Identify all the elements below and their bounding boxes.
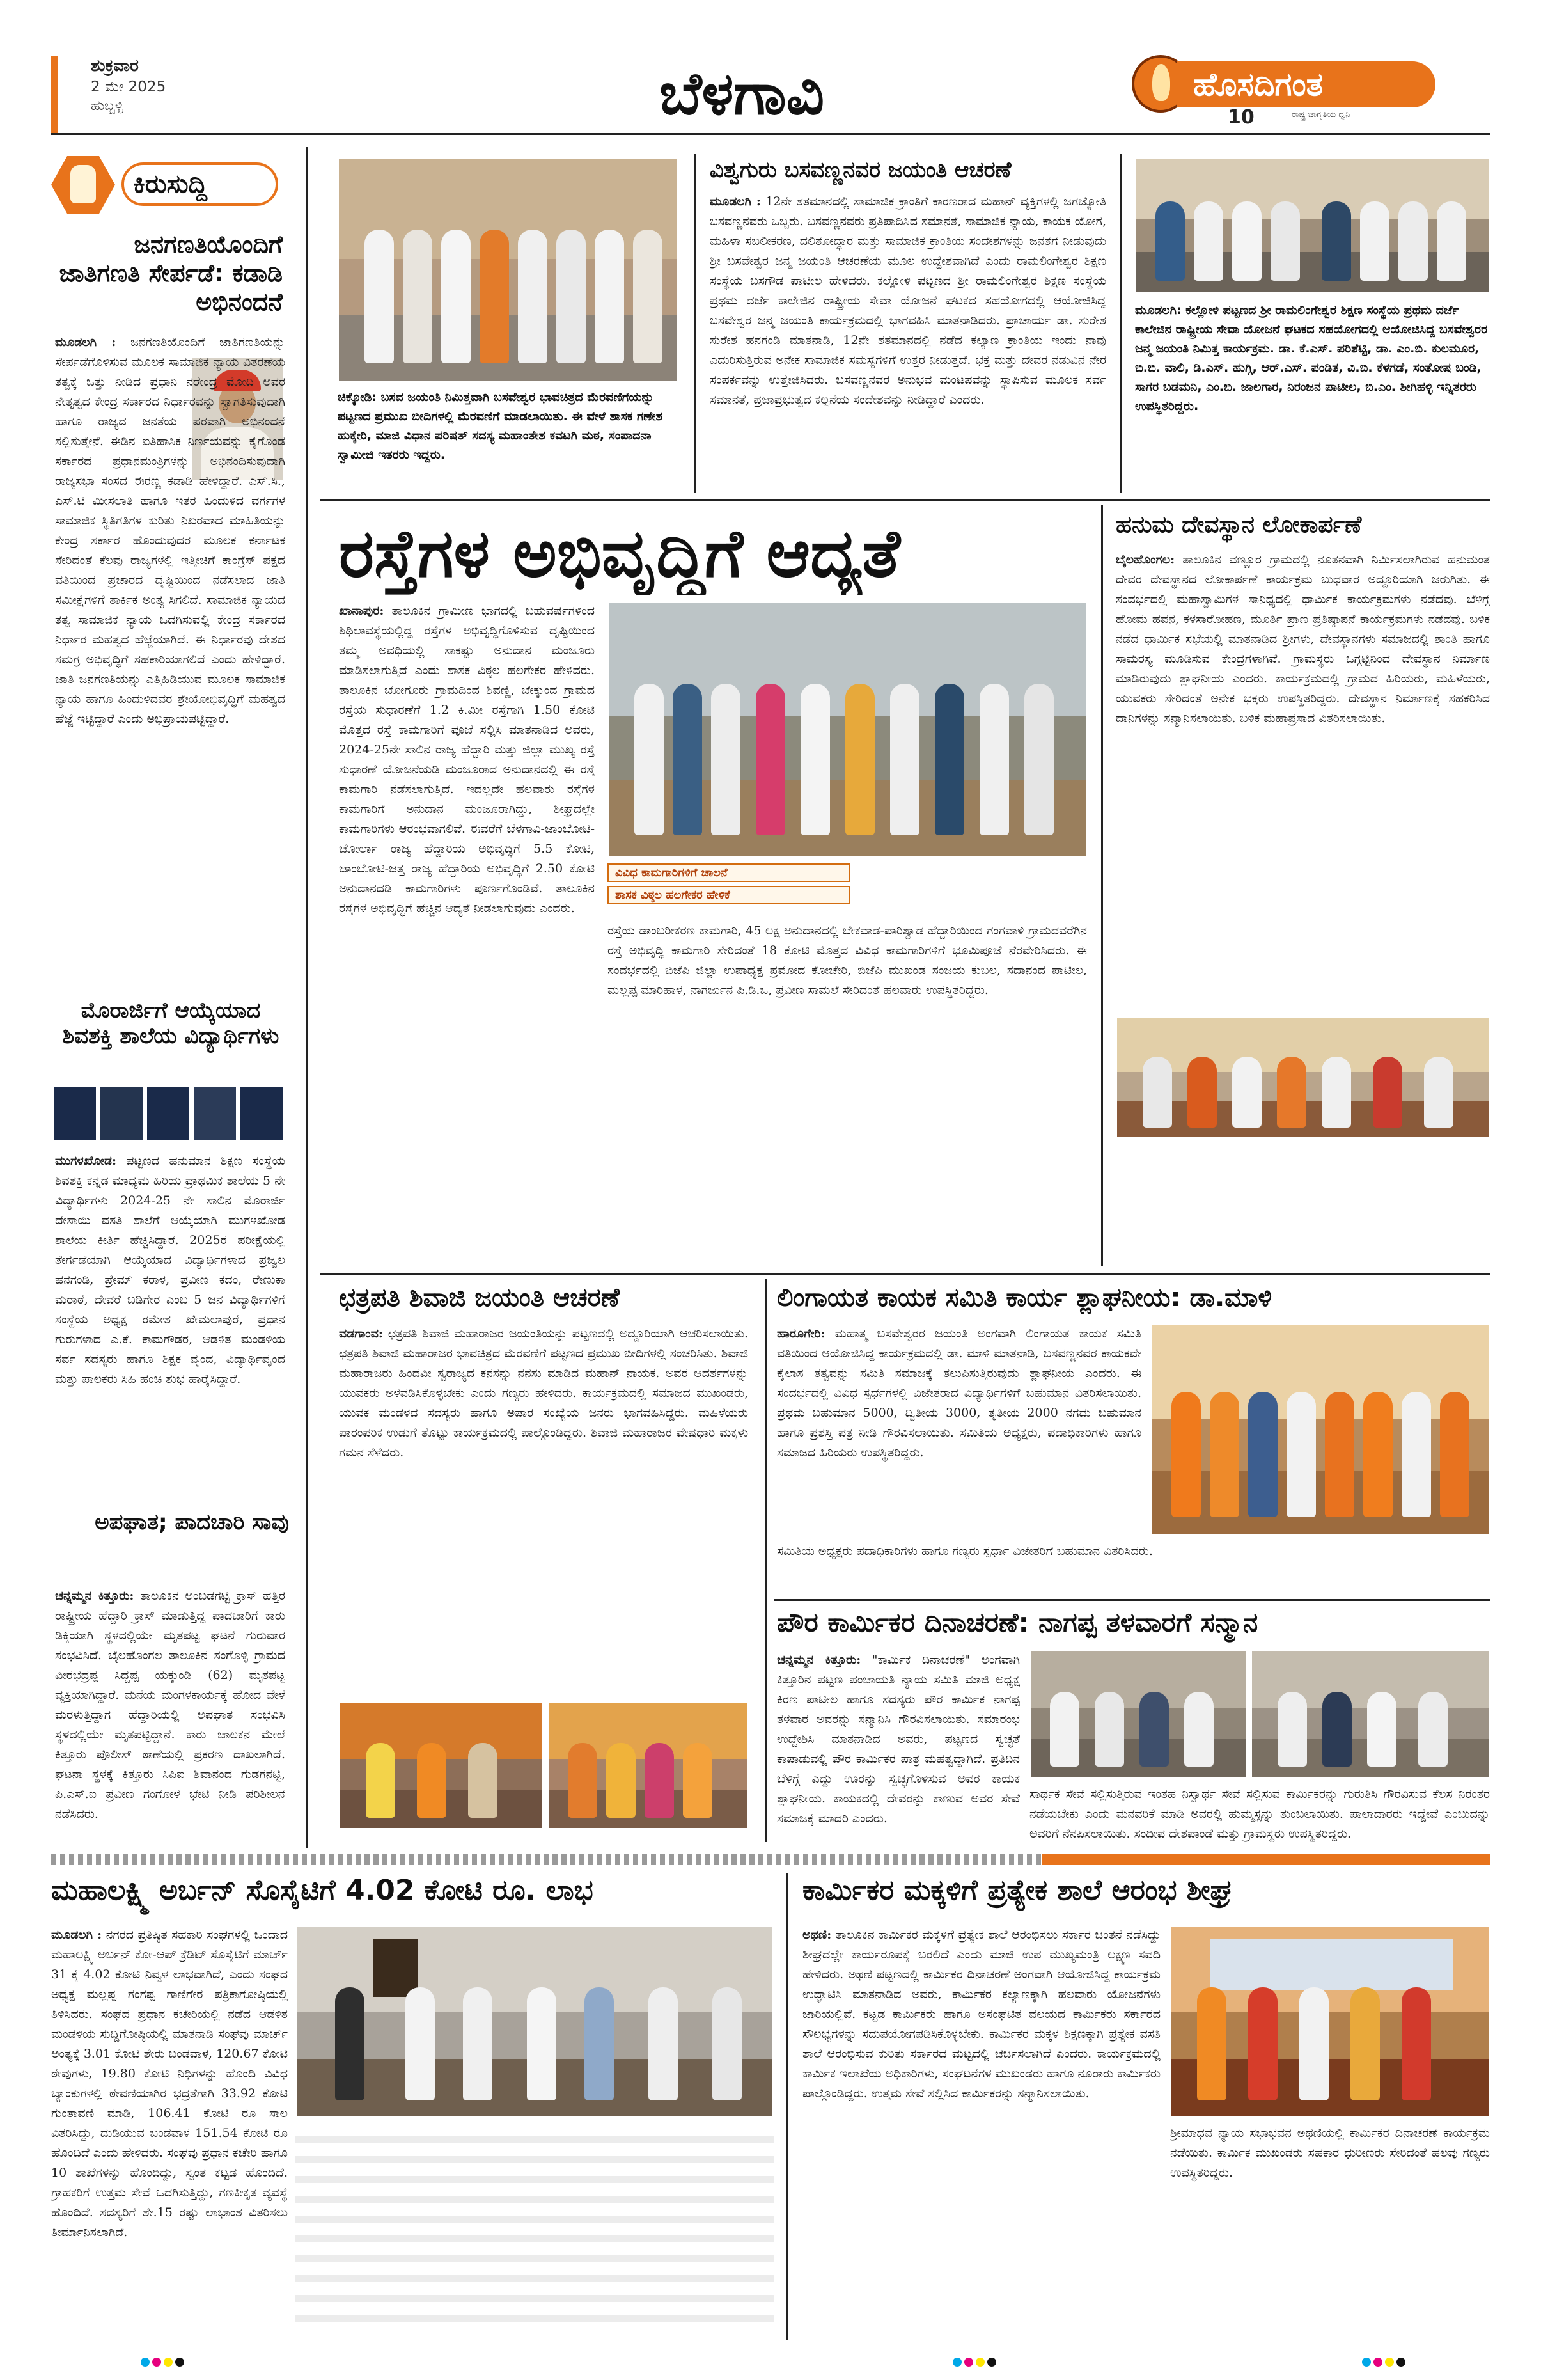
masthead-city: ಹುಬ್ಬಳ್ಳಿ [91, 98, 123, 113]
school-caption: ಶ್ರೀಮಾಧವ ನ್ಯಾಯ ಸಭಾಭವನ ಅಥಣಿಯಲ್ಲಿ ಕಾರ್ಮಿಕರ ದಿನಾಚರಣೆ ಕಾರ್ಯಕ್ರಮ ನಡೆಯಿತು. ಕಾರ್ಮಿಕ ಮುಖಂಡರು ಸಹಕಾರ ಧುರೀಣರು ಸೇರಿದಂತೆ ಹಲವು ಗಣ್ಯರು ಉಪಸ್ಥಿತರಿದ್ದರು. [1170, 2126, 1490, 2180]
mahalakshmi-dateline: ಮೂಡಲಗಿ : [51, 1928, 102, 1942]
basava-dateline: ಮೂಡಲಗಿ : [710, 194, 761, 209]
roads-dateline: ಖಾನಾಪುರ: [339, 604, 384, 618]
lingayat-photo [1151, 1324, 1490, 1535]
chikodi-photo [338, 157, 678, 382]
brief-3-dateline: ಚನ್ನಮ್ಮನ ಕಿತ್ತೂರು: [55, 1589, 134, 1603]
shivaji-body [339, 1324, 748, 1695]
school-body [802, 1925, 1161, 2335]
brief-2-photos [54, 1087, 284, 1140]
shivaji-dateline: ವಡಗಾಂವ: [339, 1327, 383, 1341]
basava-body [710, 192, 1106, 493]
lingayat-text: ಮಹಾತ್ಮ ಬಸವೇಶ್ವರರ ಜಯಂತಿ ಅಂಗವಾಗಿ ಲಿಂಗಾಯತ ಕಾಯಕ ಸಮಿತಿ ವತಿಯಿಂದ ಆಯೋಜಿಸಿದ್ದ ಕಾರ್ಯಕ್ರಮದಲ್ಲಿ ಡಾ. ಮಾಳಿ ಮಾತನಾಡಿ, ಬಸವಣ್ಣನವರ ಕಾಯಕವೇ ಕೈಲಾಸ ತತ್ವವನ್ನು ಸಮಿತಿ ಸಮಾಜಕ್ಕೆ ತಲುಪಿಸುತ್ತಿರುವುದು ಶ್ಲಾಘನೀಯ ಎಂದರು. ಈ ಸಂದರ್ಭದಲ್ಲಿ ವಿವಿಧ ಸ್ಪರ್ಧೆಗಳಲ್ಲಿ ವಿಜೇತರಾದ ವಿದ್ಯಾರ್ಥಿಗಳಿಗೆ ಬಹುಮಾನ ವಿತರಿಸಲಾಯಿತು. ಪ್ರಥಮ ಬಹುಮಾನ 5000, ದ್ವಿತೀಯ 3000, ತೃತೀಯ 2000 ನಗದು ಬಹುಮಾನ ಹಾಗೂ ಪ್ರಶಸ್ತಿ ಪತ್ರ ನೀಡಿ ಗೌರವಿಸಲಾಯಿತು. ಸಮಿತಿಯ ಅಧ್ಯಕ್ಷರು, ಪದಾಧಿಕಾರಿಗಳು ಹಾಗೂ ಸಮಾಜದ ಹಿರಿಯರು ಉಪಸ್ಥಿತರಿದ್ದರು. [777, 1327, 1141, 1460]
column-divider-lower [765, 1279, 767, 1842]
kirusuddi-header [51, 154, 288, 217]
school-photo [1170, 1925, 1490, 2117]
paura-caption: ಸಾರ್ಥಕ ಸೇವೆ ಸಲ್ಲಿಸುತ್ತಿರುವ ಇಂತಹ ನಿಸ್ವಾರ್ಥ ಸೇವೆ ಸಲ್ಲಿಸುವ ಕಾರ್ಮಿಕರನ್ನು ಗುರುತಿಸಿ ಗೌರವಿಸುವ ಕೆಲಸ ನಿರಂತರ ನಡೆಯಬೇಕು ಎಂದು ಮನವರಿಕೆ ಮಾಡಿ ಅವರಲ್ಲಿ ಹುಮ್ಮಸ್ಸನ್ನು ತುಂಬಲಾಯಿತು. ಪಾಲಾದಾರರು ಇದ್ದೇವೆ ಎಂಬುದನ್ನು ಅವರಿಗೆ ನೆನಪಿಸಲಾಯಿತು. ಸಂದೀಪ ದೇಶಪಾಂಡೆ ಮತ್ತು ಗ್ರಾಮಸ್ಥರು ಉಪಸ್ಥಿತರಿದ್ದರು. [1029, 1787, 1490, 1841]
registration-marks-center [953, 2357, 1010, 2370]
shivaji-text: ಛತ್ರಪತಿ ಶಿವಾಜಿ ಮಹಾರಾಜರ ಜಯಂತಿಯನ್ನು ಪಟ್ಟಣದಲ್ಲಿ ಅದ್ದೂರಿಯಾಗಿ ಆಚರಿಸಲಾಯಿತು. ಛತ್ರಪತಿ ಶಿವಾಜಿ ಮಹಾರಾಜರ ಭಾವಚಿತ್ರದ ಮೆರವಣಿಗೆ ಪಟ್ಟಣದ ಪ್ರಮುಖ ಬೀದಿಗಳಲ್ಲಿ ಸಂಚರಿಸಿತು. ಶಿವಾಜಿ ಮಹಾರಾಜರು ಹಿಂದವೀ ಸ್ವರಾಜ್ಯದ ಕನಸನ್ನು ನನಸು ಮಾಡಿದ ಮಹಾನ್ ನಾಯಕ. ಅವರ ಆದರ್ಶಗಳನ್ನು ಯುವಕರು ಅಳವಡಿಸಿಕೊಳ್ಳಬೇಕು ಎಂದು ಗಣ್ಯರು ಹೇಳಿದರು. ಕಾರ್ಯಕ್ರಮದಲ್ಲಿ ಸಮಾಜದ ಮುಖಂಡರು, ಯುವಕ ಮಂಡಳದ ಸದಸ್ಯರು ಹಾಗೂ ಅಪಾರ ಸಂಖ್ಯೆಯ ಜನರು ಭಾಗವಹಿಸಿದ್ದರು. ಮಹಿಳೆಯರು ಪಾರಂಪರಿಕ ಉಡುಗೆ ತೊಟ್ಟು ಕಾರ್ಯಕ್ರಮದಲ್ಲಿ ಪಾಲ್ಗೊಂಡಿದ್ದರು. ಶಿವಾಜಿ ಮಹಾರಾಜರ ವೇಷಧಾರಿ ಮಕ್ಕಳು ಗಮನ ಸೆಳೆದರು. [339, 1327, 748, 1460]
brief-1-dateline: ಮೂಡಲಗಿ : [55, 335, 116, 349]
column-divider-top-1 [694, 154, 696, 493]
page-number: 10 [1228, 106, 1255, 128]
roads-headline: ರಸ್ತೆಗಳ ಅಭಿವೃದ್ಧಿಗೆ ಆದ್ಯತೆ [339, 514, 900, 592]
lingayat-headline: ಲಿಂಗಾಯತ ಕಾಯಕ ಸಮಿತಿ ಕಾರ್ಯ ಶ್ಲಾಘನೀಯ: ಡಾ.ಮಾಳಿ [777, 1283, 1272, 1312]
row-divider-3 [774, 1599, 1490, 1601]
brief-3-headline: ಅಪಘಾತ; ಪಾದಚಾರಿ ಸಾವು [95, 1509, 289, 1535]
brief-3-text: ತಾಲೂಕಿನ ಅಂಬಡಗಟ್ಟಿ ಕ್ರಾಸ್ ಹತ್ತಿರ ರಾಷ್ಟ್ರೀಯ ಹೆದ್ದಾರಿ ಕ್ರಾಸ್ ಮಾಡುತ್ತಿದ್ದ ಪಾದಚಾರಿಗೆ ಕಾರು ಡಿಕ್ಕಿಯಾಗಿ ಸ್ಥಳದಲ್ಲಿಯೇ ಮೃತಪಟ್ಟ ಘಟನೆ ಗುರುವಾರ ಸಂಭವಿಸಿದೆ. ಬೈಲಹೊಂಗಲ ತಾಲೂಕಿನ ಸಂಗೊಳ್ಳಿ ಗ್ರಾಮದ ವೀರಭದ್ರಪ್ಪ ಸಿದ್ದಪ್ಪ ಯಕ್ಕುಂಡಿ (62) ಮೃತಪಟ್ಟ ವ್ಯಕ್ತಿಯಾಗಿದ್ದಾರೆ. ಮನೆಯ ಮಂಗಳಕಾರ್ಯಕ್ಕೆ ಹೋದ ವೇಳೆ ಮರಳುತ್ತಿದ್ದಾಗ ಹೆದ್ದಾರಿಯಲ್ಲಿ ಅಪಘಾತ ಸಂಭವಿಸಿ ಸ್ಥಳದಲ್ಲಿಯೇ ಮೃತಪಟ್ಟಿದ್ದಾನೆ. ಕಾರು ಚಾಲಕನ ಮೇಲೆ ಕಿತ್ತೂರು ಪೊಲೀಸ್ ಠಾಣೆಯಲ್ಲಿ ಪ್ರಕರಣ ದಾಖಲಾಗಿದೆ. ಘಟನಾ ಸ್ಥಳಕ್ಕೆ ಕಿತ್ತೂರು ಸಿಪಿಐ ಶಿವಾನಂದ ಗುಡಗನಟ್ಟಿ, ಪಿ.ಎಸ್.ಐ ಪ್ರವೀಣ ಗಂಗೋಳ ಭೇಟಿ ನೀಡಿ ಪರಿಶೀಲನೆ ನಡೆಸಿದರು. [55, 1589, 285, 1821]
mahalakshmi-lower [295, 2124, 774, 2335]
mahalakshmi-body [51, 1925, 288, 2335]
mahalakshmi-photo [295, 1925, 774, 2117]
mahalakshmi-photo-frame [373, 1939, 418, 1997]
student-photo-1 [54, 1087, 96, 1140]
student-photo-2 [100, 1087, 143, 1140]
paura-body [777, 1650, 1020, 1842]
lingayat-caption: ಸಮಿತಿಯ ಅಧ್ಯಕ್ಷರು ಪದಾಧಿಕಾರಿಗಳು ಹಾಗೂ ಗಣ್ಯರು ಸ್ಪರ್ಧಾ ವಿಜೇತರಿಗೆ ಬಹುಮಾನ ವಿತರಿಸಿದರು. [777, 1544, 1153, 1558]
paura-photo-2 [1251, 1650, 1490, 1778]
brand-tagline: ರಾಷ್ಟ್ರ ಜಾಗೃತಿಯ ಧ್ವನಿ [1292, 110, 1350, 120]
column-divider-bottom [786, 1873, 788, 2340]
paura-text: "ಕಾರ್ಮಿಕ ದಿನಾಚರಣೆ" ಅಂಗವಾಗಿ ಕಿತ್ತೂರಿನ ಪಟ್ಟಣ ಪಂಚಾಯತಿ ನ್ಯಾಯ ಸಮಿತಿ ಮಾಜಿ ಅಧ್ಯಕ್ಷ ಕಿರಣ ಪಾಟೀಲ ಹಾಗೂ ಸದಸ್ಯರು ಪೌರ ಕಾರ್ಮಿಕ ನಾಗಪ್ಪ ತಳವಾರ ಅವರನ್ನು ಸನ್ಮಾನಿಸಿ ಗೌರವಿಸಲಾಯಿತು. ಸಮಾರಂಭ ಉದ್ದೇಶಿಸಿ ಮಾತನಾಡಿದ ಅವರು, ಪಟ್ಟಣದ ಸ್ವಚ್ಛತೆ ಕಾಪಾಡುವಲ್ಲಿ ಪೌರ ಕಾರ್ಮಿಕರ ಪಾತ್ರ ಮಹತ್ವದ್ದಾಗಿದೆ. ಪ್ರತಿದಿನ ಬೆಳಿಗ್ಗೆ ಎದ್ದು ಊರನ್ನು ಸ್ವಚ್ಛಗೊಳಿಸುವ ಅವರ ಕಾಯಕ ಶ್ಲಾಘನೀಯ. ಕಾಯಕದಲ್ಲಿ ದೇವರನ್ನು ಕಾಣುವ ಅವರ ಸೇವೆ ಸಮಾಜಕ್ಕೆ ಮಾದರಿ ಎಂದರು. [777, 1653, 1020, 1825]
kalloli-photo [1135, 157, 1490, 293]
school-headline: ಕಾರ್ಮಿಕರ ಮಕ್ಕಳಿಗೆ ಪ್ರತ್ಯೇಕ ಶಾಲೆ ಆರಂಭ ಶೀಘ್ರ [802, 1874, 1233, 1907]
brief-2-headline: ಮೊರಾರ್ಜಿಗೆ ಆಯ್ಕೆಯಾದ ಶಿವಶಕ್ತಿ ಶಾಲೆಯ ವಿದ್ಯಾರ್ಥಿಗಳು [62, 998, 279, 1050]
brand-logo [1132, 51, 1439, 128]
brief-2-dateline: ಮುಗಳಖೋಡ: [55, 1154, 117, 1168]
paura-photo-1 [1029, 1650, 1247, 1778]
brief-3-body [55, 1586, 285, 1848]
brief-2-body [55, 1151, 285, 1490]
shivaji-headline: ಛತ್ರಪತಿ ಶಿವಾಜಿ ಜಯಂತಿ ಆಚರಣೆ [339, 1283, 620, 1312]
registration-marks-right [1362, 2357, 1420, 2370]
brief-1-headline: ಜನಗಣತಿಯೊಂದಿಗೆ ಜಾತಿಗಣತಿ ಸೇರ್ಪಡೆ: ಕಡಾಡಿ ಅಭಿನಂದನೆ [59, 230, 283, 316]
chikodi-caption: ಚಿಕ್ಕೋಡಿ: ಬಸವ ಜಯಂತಿ ನಿಮಿತ್ತವಾಗಿ ಬಸವೇಶ್ವರ ಭಾವಚಿತ್ರದ ಮೆರವಣಿಗೆಯನ್ನು ಪಟ್ಟಣದ ಪ್ರಮುಖ ಬೀದಿಗಳಲ್ಲಿ ಮೆರವಣಿಗೆ ಮಾಡಲಾಯಿತು. ಈ ವೇಳೆ ಶಾಸಕ ಗಣೇಶ ಹುಕ್ಕೇರಿ, ಮಾಜಿ ವಿಧಾನ ಪರಿಷತ್ ಸದಸ್ಯ ಮಹಾಂತೇಶ ಕವಟಗಿ ಮಠ, ಸಂಪಾದನಾ ಸ್ವಾಮೀಜಿ ಇತರರು ಇದ್ದರು. [338, 390, 663, 462]
paura-headline: ಪೌರ ಕಾರ್ಮಿಕರ ದಿನಾಚರಣೆ: ನಾಗಪ್ಪ ತಳವಾರಗೆ ಸನ್ಮಾನ [777, 1607, 1258, 1638]
masthead-section-title: ಬೆಳಗಾವಿ [659, 59, 825, 128]
mahalakshmi-text: ನಗರದ ಪ್ರತಿಷ್ಠಿತ ಸಹಕಾರಿ ಸಂಘಗಳಲ್ಲಿ ಒಂದಾದ ಮಹಾಲಕ್ಷ್ಮಿ ಅರ್ಬನ್ ಕೋ-ಆಪ್ ಕ್ರೆಡಿಟ್ ಸೊಸೈಟಿಗೆ ಮಾರ್ಚ್ 31 ಕ್ಕೆ 4.02 ಕೋಟಿ ನಿವ್ವಳ ಲಾಭವಾಗಿದೆ, ಎಂದು ಸಂಘದ ಅಧ್ಯಕ್ಷ ಮಲ್ಲಪ್ಪ ಗಂಗಪ್ಪ ಗಾಣಿಗೇರ ಪತ್ರಿಕಾಗೋಷ್ಠಿಯಲ್ಲಿ ತಿಳಿಸಿದರು. ಸಂಘದ ಪ್ರಧಾನ ಕಚೇರಿಯಲ್ಲಿ ನಡೆದ ಆಡಳಿತ ಮಂಡಳಿಯ ಸುದ್ದಿಗೋಷ್ಠಿಯಲ್ಲಿ ಮಾತನಾಡಿ ಸಂಘವು ಮಾರ್ಚ್ ಅಂತ್ಯಕ್ಕೆ 3.01 ಕೋಟಿ ಶೇರು ಬಂಡವಾಳ, 120.67 ಕೋಟಿ ಠೇವುಗಳು, 19.80 ಕೋಟಿ ನಿಧಿಗಳನ್ನು ಹೊಂದಿ ವಿವಿಧ ಬ್ಯಾಂಕುಗಳಲ್ಲಿ ಠೇವಣಿಯಾಗಿರ ಭದ್ರತೆಗಾಗಿ 33.92 ಕೋಟಿ ಗುಂತಾವಣಿ ಮಾಡಿ, 106.41 ಕೋಟಿ ರೂ ಸಾಲ ವಿತರಿಸಿದ್ದು, ದುಡಿಯುವ ಬಂಡವಾಳ 151.54 ಕೋಟಿ ರೂ ಹೊಂದಿದೆ ಎಂದು ಹೇಳಿದರು. ಸಂಘವು ಪ್ರಧಾನ ಕಚೇರಿ ಹಾಗೂ 10 ಶಾಖೆಗಳನ್ನು ಹೊಂದಿದ್ದು, ಸ್ವಂತ ಕಟ್ಟಡ ಹೊಂದಿದೆ. ಗ್ರಾಹಕರಿಗೆ ಉತ್ತಮ ಸೇವೆ ಒದಗಿಸುತ್ತಿದ್ದು, ಗಣಕೀಕೃತ ವ್ಯವಸ್ಥೆ ಹೊಂದಿದೆ. ಸದಸ್ಯರಿಗೆ ಶೇ.15 ರಷ್ಟು ಲಾಭಾಂಶ ವಿತರಿಸಲು ತೀರ್ಮಾನಿಸಲಾಗಿದೆ. [51, 1928, 288, 2239]
school-photo-banner [1210, 1939, 1453, 1990]
roads-text: ತಾಲೂಕಿನ ಗ್ರಾಮೀಣ ಭಾಗದಲ್ಲಿ ಬಹುವರ್ಷಗಳಿಂದ ಶಿಥಿಲಾವಸ್ಥೆಯಲ್ಲಿದ್ದ ರಸ್ತೆಗಳ ಅಭಿವೃದ್ಧಿಗೊಳಿಸುವ ದೃಷ್ಟಿಯಿಂದ ತಮ್ಮ ಅವಧಿಯಲ್ಲಿ ಸಾಕಷ್ಟು ಅನುದಾನ ಮಂಜೂರು ಮಾಡಿಸಲಾಗುತ್ತಿದೆ ಎಂದು ಶಾಸಕ ವಿಠ್ಠಲ ಹಲಗೇಕರ ಹೇಳಿದರು. ತಾಲೂಕಿನ ಬೋಗೂರು ಗ್ರಾಮದಿಂದ ಶಿವಣ್ಣಿ, ಬೇಕ್ಕುಂದ ಗ್ರಾಮದ ರಸ್ತೆಯ ಸುಧಾರಣೆಗೆ 1.2 ಕಿ.ಮೀ ರಸ್ತೆಗಾಗಿ 1.50 ಕೋಟಿ ಮೊತ್ತದ ರಸ್ತೆ ಕಾಮಗಾರಿಗೆ ಪೂಜೆ ಸಲ್ಲಿಸಿ ಮಾತನಾಡಿದ ಅವರು, 2024-25ನೇ ಸಾಲಿನ ರಾಜ್ಯ ಹೆದ್ದಾರಿ ಮತ್ತು ಜಿಲ್ಲಾ ಮುಖ್ಯ ರಸ್ತೆ ಸುಧಾರಣೆ ಯೋಜನೆಯಡಿ ಮಂಜೂರಾದ ಅನುದಾನದಲ್ಲಿ ಈ ರಸ್ತೆ ಕಾಮಗಾರಿ ನಡೆಸಲಾಗುತ್ತಿದೆ. ಇದಲ್ಲದೇ ಹಲವಾರು ರಸ್ತೆಗಳ ಕಾಮಗಾರಿಗೆ ಅನುದಾನ ಮಂಜೂರಾಗಿದ್ದು, ಶೀಘ್ರದಲ್ಲೇ ಕಾಮಗಾರಿಗಳು ಆರಂಭವಾಗಲಿವೆ. ಈವರೆಗೆ ಬೆಳಗಾವಿ-ಜಾಂಬೋಟಿ-ಚೋರ್ಲಾ ರಾಜ್ಯ ಹೆದ್ದಾರಿಯ ಅಭಿವೃದ್ಧಿಗೆ 5.5 ಕೋಟಿ, ಜಾಂಬೋಟಿ-ಜತ್ತ ರಾಜ್ಯ ಹೆದ್ದಾರಿಯ ಅಭಿವೃದ್ಧಿಗೆ 2.50 ಕೋಟಿ ಅನುದಾನದಡಿ ಕಾಮಗಾರಿಗಳು ಪೂರ್ಣಗೊಂಡಿವೆ. ತಾಲೂಕಿನ ರಸ್ತೆಗಳ ಅಭಿವೃದ್ಧಿಗೆ ಹೆಚ್ಚಿನ ಆದ್ಯತೆ ನೀಡಲಾಗುವುದು ಎಂದರು. [339, 604, 595, 915]
shivaji-photo-1 [339, 1701, 544, 1829]
bottom-band-accent [1042, 1854, 1490, 1865]
masthead-date-block [51, 56, 205, 133]
hanuma-headline: ಹನುಮ ದೇವಸ್ಥಾನ ಲೋಕಾರ್ಪಣೆ [1116, 512, 1362, 538]
student-photo-5 [240, 1087, 283, 1140]
registration-marks-left [141, 2357, 198, 2370]
school-dateline: ಅಥಣಿ: [802, 1928, 832, 1942]
masthead [0, 0, 1541, 138]
lingayat-dateline: ಹಾರೂಗೇರಿ: [777, 1327, 825, 1341]
masthead-day: ಶುಕ್ರವಾರ [91, 56, 139, 75]
column-divider-mid [1101, 505, 1103, 1266]
brief-1-text: ಜನಗಣತಿಯೊಂದಿಗೆ ಜಾತಿಗಣತಿಯನ್ನು ಸೇರ್ಪಡೆಗೊಳಿಸುವ ಮೂಲಕ ಸಾಮಾಜಿಕ ನ್ಯಾಯ ವಿತರಣೆಯ ತತ್ವಕ್ಕೆ ಒತ್ತು ನೀಡಿದ ಪ್ರಧಾನಿ ನರೇಂದ್ರ ಮೋದಿ ಅವರ ನೇತೃತ್ವದ ಕೇಂದ್ರ ಸರ್ಕಾರದ ನಿರ್ಧಾರವನ್ನು ಸ್ವಾಗತಿಸುವುದಾಗಿ ಹಾಗೂ ರಾಜ್ಯದ ಜನತೆಯ ಪರವಾಗಿ ಅಭಿನಂದನೆ ಸಲ್ಲಿಸುತ್ತೇನೆ. ಈಡಿನ ಐತಿಹಾಸಿಕ ನಿರ್ಣಯವನ್ನು ಕೈಗೊಂಡ ಸರ್ಕಾರದ ಪ್ರಧಾನಮಂತ್ರಿಗಳನ್ನು ಅಭಿನಂದಿಸುವುದಾಗಿ ರಾಜ್ಯಸಭಾ ಸಂಸದ ಈರಣ್ಣ ಕಡಾಡಿ ಹೇಳಿದ್ದಾರೆ. ಎಸ್.ಸಿ., ಎಸ್.ಟಿ ಮೀಸಲಾತಿ ಹಾಗೂ ಇತರ ಹಿಂದುಳಿದ ವರ್ಗಗಳ ಸಾಮಾಜಿಕ ಸ್ಥಿತಿಗತಿಗಳ ಕುರಿತು ನಿಖರವಾದ ಮಾಹಿತಿಯನ್ನು ಕೇಂದ್ರ ಸರ್ಕಾರ ಹೊಂದುವುದರ ಮೂಲಕ ಕರ್ನಾಟಕ ಸೇರಿದಂತೆ ಕೆಲವು ರಾಜ್ಯಗಳಲ್ಲಿ ಇತ್ತೀಚಿಗೆ ಕಾಂಗ್ರೆಸ್ ಪಕ್ಷದ ವತಿಯಿಂದ ಪ್ರಚಾರದ ದೃಷ್ಟಿಯಿಂದ ನಡೆಸಲಾದ ಜಾತಿ ಸಮೀಕ್ಷೆಗಳಿಗೆ ತಾರ್ಕಿಕ ಅಂತ್ಯ ಸಿಗಲಿದೆ. ಸಾಮಾಜಿಕ ನ್ಯಾಯದ ತತ್ವ ಸಾಮಾಜಿಕ ನ್ಯಾಯ ಒದಗಿಸುವಲ್ಲಿ ಕೇಂದ್ರ ಸರ್ಕಾರದ ನಿರ್ಧಾರ ಮಹತ್ವದ ಹೆಜ್ಜೆಯಾಗಿದೆ. ಈ ನಿರ್ಧಾರವು ದೇಶದ ಸಮಗ್ರ ಅಭಿವೃದ್ಧಿಗೆ ಸಹಕಾರಿಯಾಗಲಿದೆ ಎಂದು ಹೇಳಿದ್ದಾರೆ. ಜಾತಿ ಜನಗಣತಿಯನ್ನು ಎತ್ತಿಹಿಡಿಯುವ ಮೂಲಕ ಸಾಮಾಜಿಕ ನ್ಯಾಯ ಹಾಗೂ ಹಿಂದುಳಿದವರ ಶ್ರೇಯೋಭಿವೃದ್ಧಿಗೆ ಮಹತ್ವದ ಹೆಜ್ಜೆ ಇಟ್ಟಿದ್ದಾರೆ ಎಂದು ಅಭಿಪ್ರಾಯಪಟ್ಟಿದ್ದಾರೆ. [55, 335, 285, 726]
column-divider-left [306, 147, 308, 1848]
column-divider-top-2 [1120, 154, 1122, 493]
roads-tags [607, 863, 850, 915]
hanuma-dateline: ಬೈಲಹೊಂಗಲ: [1116, 553, 1175, 567]
school-text: ತಾಲೂಕಿನ ಕಾರ್ಮಿಕರ ಮಕ್ಕಳಿಗೆ ಪ್ರತ್ಯೇಕ ಶಾಲೆ ಆರಂಭಿಸಲು ಸರ್ಕಾರ ಚಿಂತನೆ ನಡೆಸಿದ್ದು ಶೀಘ್ರದಲ್ಲೇ ಕಾರ್ಯರೂಪಕ್ಕೆ ಬರಲಿದೆ ಎಂದು ಮಾಜಿ ಉಪ ಮುಖ್ಯಮಂತ್ರಿ ಲಕ್ಷ್ಮಣ ಸವದಿ ಹೇಳಿದರು. ಅಥಣಿ ಪಟ್ಟಣದಲ್ಲಿ ಕಾರ್ಮಿಕರ ದಿನಾಚರಣೆ ಅಂಗವಾಗಿ ಆಯೋಜಿಸಿದ್ದ ಕಾರ್ಯಕ್ರಮ ಉದ್ಘಾಟಿಸಿ ಮಾತನಾಡಿದ ಅವರು, ಕಾರ್ಮಿಕರ ಕಲ್ಯಾಣಕ್ಕಾಗಿ ಹಲವಾರು ಯೋಜನೆಗಳು ಜಾರಿಯಲ್ಲಿವೆ. ಕಟ್ಟಡ ಕಾರ್ಮಿಕರು ಹಾಗೂ ಅಸಂಘಟಿತ ವಲಯದ ಕಾರ್ಮಿಕರು ಸರ್ಕಾರದ ಸೌಲಭ್ಯಗಳನ್ನು ಸದುಪಯೋಗಪಡಿಸಿಕೊಳ್ಳಬೇಕು. ಕಾರ್ಮಿಕರ ಮಕ್ಕಳ ಶಿಕ್ಷಣಕ್ಕಾಗಿ ಪ್ರತ್ಯೇಕ ವಸತಿ ಶಾಲೆ ಆರಂಭಿಸುವ ಕುರಿತು ಸರ್ಕಾರದ ಮಟ್ಟದಲ್ಲಿ ಚರ್ಚಿಸಲಾಗಿದೆ ಎಂದರು. ಕಾರ್ಯಕ್ರಮದಲ್ಲಿ ಕಾರ್ಮಿಕ ಇಲಾಖೆಯ ಅಧಿಕಾರಿಗಳು, ಸಂಘಟನೆಗಳ ಮುಖಂಡರು ಹಾಗೂ ನೂರಾರು ಕಾರ್ಮಿಕರು ಪಾಲ್ಗೊಂಡಿದ್ದರು. ಉತ್ತಮ ಸೇವೆ ಸಲ್ಲಿಸಿದ ಕಾರ್ಮಿಕರನ್ನು ಸನ್ಮಾನಿಸಲಾಯಿತು. [802, 1928, 1161, 2100]
mahalakshmi-headline: ಮಹಾಲಕ್ಷ್ಮಿ ಅರ್ಬನ್ ಸೊಸೈಟಿಗೆ 4.02 ಕೋಟಿ ರೂ. ಲಾಭ [51, 1874, 593, 1907]
roads-body-2: ರಸ್ತೆಯ ಡಾಂಬರೀಕರಣ ಕಾಮಗಾರಿ, 45 ಲಕ್ಷ ಅನುದಾನದಲ್ಲಿ ಬೇಕವಾಡ-ಪಾರಿಶ್ವಾಡ ಹೆದ್ದಾರಿಯಿಂದ ಗಂಗವಾಳಿ ಗ್ರಾಮದವರೆಗಿನ ರಸ್ತೆ ಅಭಿವೃದ್ಧಿ ಕಾಮಗಾರಿ ಸೇರಿದಂತೆ 18 ಕೋಟಿ ಮೊತ್ತದ ವಿವಿಧ ಕಾಮಗಾರಿಗಳಿಗೆ ಭೂಮಿಪೂಜೆ ನೆರವೇರಿಸಿದರು. ಈ ಸಂದರ್ಭದಲ್ಲಿ ಬಿಜೆಪಿ ಜಿಲ್ಲಾ ಉಪಾಧ್ಯಕ್ಷ ಪ್ರಮೋದ ಕೋಚೇರಿ, ಬಿಜೆಪಿ ಮುಖಂಡ ಸಂಜಯ ಕುಬಲ, ಸದಾನಂದ ಪಾಟೀಲ, ಮಲ್ಲಪ್ಪ ಮಾರಿಹಾಳ, ನಾಗರ್ಜುನ ಪಿ.ಡಿ.ಒ, ಪ್ರವೀಣ ಸಾಮಲೆ ಸೇರಿದಂತೆ ಹಲವಾರು ಉಪಸ್ಥಿತರಿದ್ದರು. [607, 924, 1087, 997]
masthead-date: 2 ಮೇ 2025 [91, 79, 166, 95]
shivaji-photo-2 [547, 1701, 748, 1829]
roads-tag-1: ವಿವಿಧ ಕಾಮಗಾರಿಗಳಿಗೆ ಚಾಲನೆ [607, 863, 850, 882]
paura-dateline: ಚನ್ನಮ್ಮನ ಕಿತ್ತೂರು: [777, 1653, 861, 1667]
hanuma-text: ತಾಲೂಕಿನ ವಣ್ಣೂರ ಗ್ರಾಮದಲ್ಲಿ ನೂತನವಾಗಿ ನಿರ್ಮಿಸಲಾಗಿರುವ ಹನುಮಂತ ದೇವರ ದೇವಸ್ಥಾನದ ಲೋಕಾರ್ಪಣೆ ಕಾರ್ಯಕ್ರಮ ಬುಧವಾರ ಅದ್ದೂರಿಯಾಗಿ ಜರುಗಿತು. ಈ ಸಂದರ್ಭದಲ್ಲಿ ಮಹಾಸ್ವಾಮಿಗಳ ಸಾನಿಧ್ಯದಲ್ಲಿ ಧಾರ್ಮಿಕ ಕಾರ್ಯಕ್ರಮಗಳು ನಡೆದವು. ಬೆಳಿಗ್ಗೆ ಹೋಮ ಹವನ, ಕಳಸಾರೋಹಣ, ಮೂರ್ತಿ ಪ್ರಾಣ ಪ್ರತಿಷ್ಠಾಪನೆ ಕಾರ್ಯಕ್ರಮಗಳು ನಡೆದವು. ಬಳಿಕ ನಡೆದ ಧಾರ್ಮಿಕ ಸಭೆಯಲ್ಲಿ ಮಾತನಾಡಿದ ಶ್ರೀಗಳು, ದೇವಸ್ಥಾನಗಳು ಸಮಾಜದಲ್ಲಿ ಶಾಂತಿ ಹಾಗೂ ಸಾಮರಸ್ಯ ಮೂಡಿಸುವ ಕೇಂದ್ರಗಳಾಗಿವೆ. ಗ್ರಾಮಸ್ಥರು ಒಗ್ಗಟ್ಟಿನಿಂದ ದೇವಸ್ಥಾನ ನಿರ್ಮಾಣ ಮಾಡಿರುವುದು ಶ್ಲಾಘನೀಯ ಎಂದರು. ಕಾರ್ಯಕ್ರಮದಲ್ಲಿ ಗ್ರಾಮದ ಹಿರಿಯರು, ಮಹಿಳೆಯರು, ಯುವಕರು ಸೇರಿದಂತೆ ಅನೇಕ ಭಕ್ತರು ಉಪಸ್ಥಿತರಿದ್ದರು. ದೇವಸ್ಥಾನ ನಿರ್ಮಾಣಕ್ಕೆ ಸಹಕರಿಸಿದ ದಾನಿಗಳನ್ನು ಸನ್ಮಾನಿಸಲಾಯಿತು. ಬಳಿಕ ಮಹಾಪ್ರಸಾದ ವಿತರಿಸಲಾಯಿತು. [1116, 553, 1490, 725]
row-divider-1 [320, 499, 1490, 501]
row-divider-2 [320, 1273, 1490, 1275]
kirusuddi-label: ಕಿರುಸುದ್ದಿ [133, 169, 208, 199]
kalloli-caption: ಮೂಡಲಗಿ: ಕಲ್ಲೋಳಿ ಪಟ್ಟಣದ ಶ್ರೀ ರಾಮಲಿಂಗೇಶ್ವರ ಶಿಕ್ಷಣ ಸಂಸ್ಥೆಯ ಪ್ರಥಮ ದರ್ಜೆ ಕಾಲೇಜಿನ ರಾಷ್ಟ್ರೀಯ ಸೇವಾ ಯೋಜನೆ ಘಟಕದ ಸಹಯೋಗದಲ್ಲಿ ಆಯೋಜಿಸಿದ್ದ ಬಸವೇಶ್ವರರ ಜನ್ಮ ಜಯಂತಿ ನಿಮಿತ್ತ ಕಾರ್ಯಕ್ರಮ. ಡಾ. ಕೆ.ಎಸ್. ಪರಿಶೆಟ್ಟಿ, ಡಾ. ಎಂ.ಬಿ. ಕುಲಮೂರ, ಬಿ.ಬಿ. ವಾಲಿ, ಡಿ.ಎಸ್. ಹುಗ್ಗಿ, ಆರ್.ಎಸ್. ಪಂಡಿತ, ವಿ.ಬಿ. ಕೆಳಗಡೆ, ಸಂತೋಷ ಬಂಡಿ, ಸಾಗರ ಬಡಮನಿ, ಎಂ.ಬಿ. ಜಾಲಗಾರ, ನಿರಂಜನ ಪಾಟೀಲ, ಬಿ.ಎಂ. ಶೀಗಿಹಳ್ಳಿ ಇನ್ನಿತರರು ಉಪಸ್ಥಿತರಿದ್ದರು. [1135, 303, 1488, 413]
brief-2-text: ಪಟ್ಟಣದ ಹನುಮಾನ ಶಿಕ್ಷಣ ಸಂಸ್ಥೆಯ ಶಿವಶಕ್ತಿ ಕನ್ನಡ ಮಾಧ್ಯಮ ಹಿರಿಯ ಪ್ರಾಥಮಿಕ ಶಾಲೆಯ 5 ನೇ ವಿದ್ಯಾರ್ಥಿಗಳು 2024-25 ನೇ ಸಾಲಿನ ಮೊರಾರ್ಜಿ ದೇಸಾಯಿ ವಸತಿ ಶಾಲೆಗೆ ಆಯ್ಕೆಯಾಗಿ ಮುಗಳಖೋಡ ಶಾಲೆಯ ಕೀರ್ತಿ ಹೆಚ್ಚಿಸಿದ್ದಾರೆ. 2025ರ ಪರೀಕ್ಷೆಯಲ್ಲಿ ತೇರ್ಗಡೆಯಾಗಿ ಆಯ್ಕೆಯಾದ ವಿದ್ಯಾರ್ಥಿಗಳಾದ ಪ್ರಜ್ವಲ ಹನಗಂಡಿ, ಪ್ರೇಮ್ ಕರಾಳ, ಪ್ರವೀಣ ಕದಂ, ರೇಣುಕಾ ಮರಾಠೆ, ದೇವರೆ ಬಡಿಗೇರ ಎಂಬ 5 ಜನ ವಿದ್ಯಾರ್ಥಿಗಳಿಗೆ ಸಂಸ್ಥೆಯ ಅಧ್ಯಕ್ಷ ರಮೇಶ ಖೇಮಲಾಪುರೆ, ಪ್ರಧಾನ ಗುರುಗಳಾದ ಎ.ಕೆ. ಕಾಮಗೌಡರ, ಆಡಳಿತ ಮಂಡಳಿಯ ಸರ್ವ ಸದಸ್ಯರು ಹಾಗೂ ಶಿಕ್ಷಕ ವೃಂದ, ವಿದ್ಯಾರ್ಥಿವೃಂದ ಮತ್ತು ಪಾಲಕರು ಸಿಹಿ ಹಂಚಿ ಶುಭ ಹಾರೈಸಿದ್ದಾರೆ. [55, 1154, 285, 1386]
student-photo-4 [194, 1087, 236, 1140]
basava-text: 12ನೇ ಶತಮಾನದಲ್ಲಿ ಸಾಮಾಜಿಕ ಕ್ರಾಂತಿಗೆ ಕಾರಣರಾದ ಮಹಾನ್ ವ್ಯಕ್ತಿಗಳಲ್ಲಿ ಜಗಜ್ಯೋತಿ ಬಸವಣ್ಣನವರು ಒಬ್ಬರು. ಬಸವಣ್ಣನವರು ಪ್ರತಿಪಾದಿಸಿದ ಸಮಾನತೆ, ಸಾಮಾಜಿಕ ನ್ಯಾಯ, ಕಾಯಕ ಯೋಗ, ಮಹಿಳಾ ಸಬಲೀಕರಣ, ದಲಿತೋದ್ಧಾರ ಮತ್ತು ಸಾಮಾಜಿಕ ಕ್ರಾಂತಿಯ ಸಂದೇಶಗಳನ್ನು ಜನತೆಗೆ ನೀಡುವುದು ಶ್ರೀ ಬಸವೇಶ್ವರ ಜನ್ಮ ಜಯಂತಿ ಆಚರಣೆಯ ಮೂಲ ಉದ್ದೇಶವಾಗಿದೆ ಎಂದು ರಾಮಲಿಂಗೇಶ್ವರ ಶಿಕ್ಷಣ ಸಂಸ್ಥೆಯ ಬಸಗೌಡ ಪಾಟೀಲ ಹೇಳಿದರು. ಕಲ್ಲೋಳಿ ಪಟ್ಟಣದ ಶ್ರೀ ರಾಮಲಿಂಗೇಶ್ವರ ಶಿಕ್ಷಣ ಸಂಸ್ಥೆಯ ಪ್ರಥಮ ದರ್ಜೆ ಕಾಲೇಜಿನ ರಾಷ್ಟ್ರೀಯ ಸೇವಾ ಯೋಜನೆ ಘಟಕದ ಸಹಯೋಗದಲ್ಲಿ ಆಯೋಜಿಸಿದ್ದ ಬಸವೇಶ್ವರ ಜನ್ಮ ಜಯಂತಿ ಕಾರ್ಯಕ್ರಮದಲ್ಲಿ ಭಾಗವಹಿಸಿ ಮಾತನಾಡಿದರು. ಪ್ರಾಚಾರ್ಯ ಡಾ. ಸುರೇಶ ಸುರೇಶ ಹನಗಂಡಿ ಮಾತನಾಡಿ, 12ನೇ ಶತಮಾನದಲ್ಲಿ ನಡೆದ ಕಲ್ಯಾಣ ಕ್ರಾಂತಿಯ ಇಂದು ನಾವು ಎದುರಿಸುತ್ತಿರುವ ಅನೇಕ ಸಾಮಾಜಿಕ ಸಮಸ್ಯೆಗಳಿಗೆ ಉತ್ತರ ನೀಡುತ್ತದೆ. ಭಕ್ತ ಮತ್ತು ದೇವರ ನಡುವಿನ ನೇರ ಸಂಪರ್ಕವನ್ನು ಉತ್ತೇಜಿಸಿದರು. ಬಸವಣ್ಣನವರ ಅನುಭವ ಮಂಟಪವನ್ನು ಸ್ಥಾಪಿಸುವ ಮೂಲಕ ಸರ್ವ ಸಮಾನತೆ, ಪ್ರಜಾಪ್ರಭುತ್ವದ ಕಲ್ಪನೆಯ ಸಂದೇಶವನ್ನು ನೀಡಿದ್ದಾರೆ ಎಂದರು. [710, 194, 1106, 407]
student-photo-3 [147, 1087, 189, 1140]
roads-tag-2: ಶಾಸಕ ವಿಠ್ಠಲ ಹಲಗೇಕರ ಹೇಳಿಕೆ [607, 886, 850, 904]
roads-body [339, 601, 595, 1266]
hanuma-body [1116, 550, 1490, 1011]
brand-flame-icon [1152, 64, 1170, 101]
brand-name: ಹೊಸದಿಗಂತ [1193, 66, 1324, 103]
hand-icon-glyph [70, 165, 96, 203]
roads-photo [607, 601, 1087, 857]
brief-1-body [55, 333, 285, 972]
masthead-rule [51, 133, 1490, 135]
hanuma-photo [1116, 1017, 1490, 1139]
lingayat-body [777, 1324, 1141, 1535]
basava-headline: ವಿಶ್ವಗುರು ಬಸವಣ್ಣನವರ ಜಯಂತಿ ಆಚರಣೆ [710, 157, 1012, 183]
